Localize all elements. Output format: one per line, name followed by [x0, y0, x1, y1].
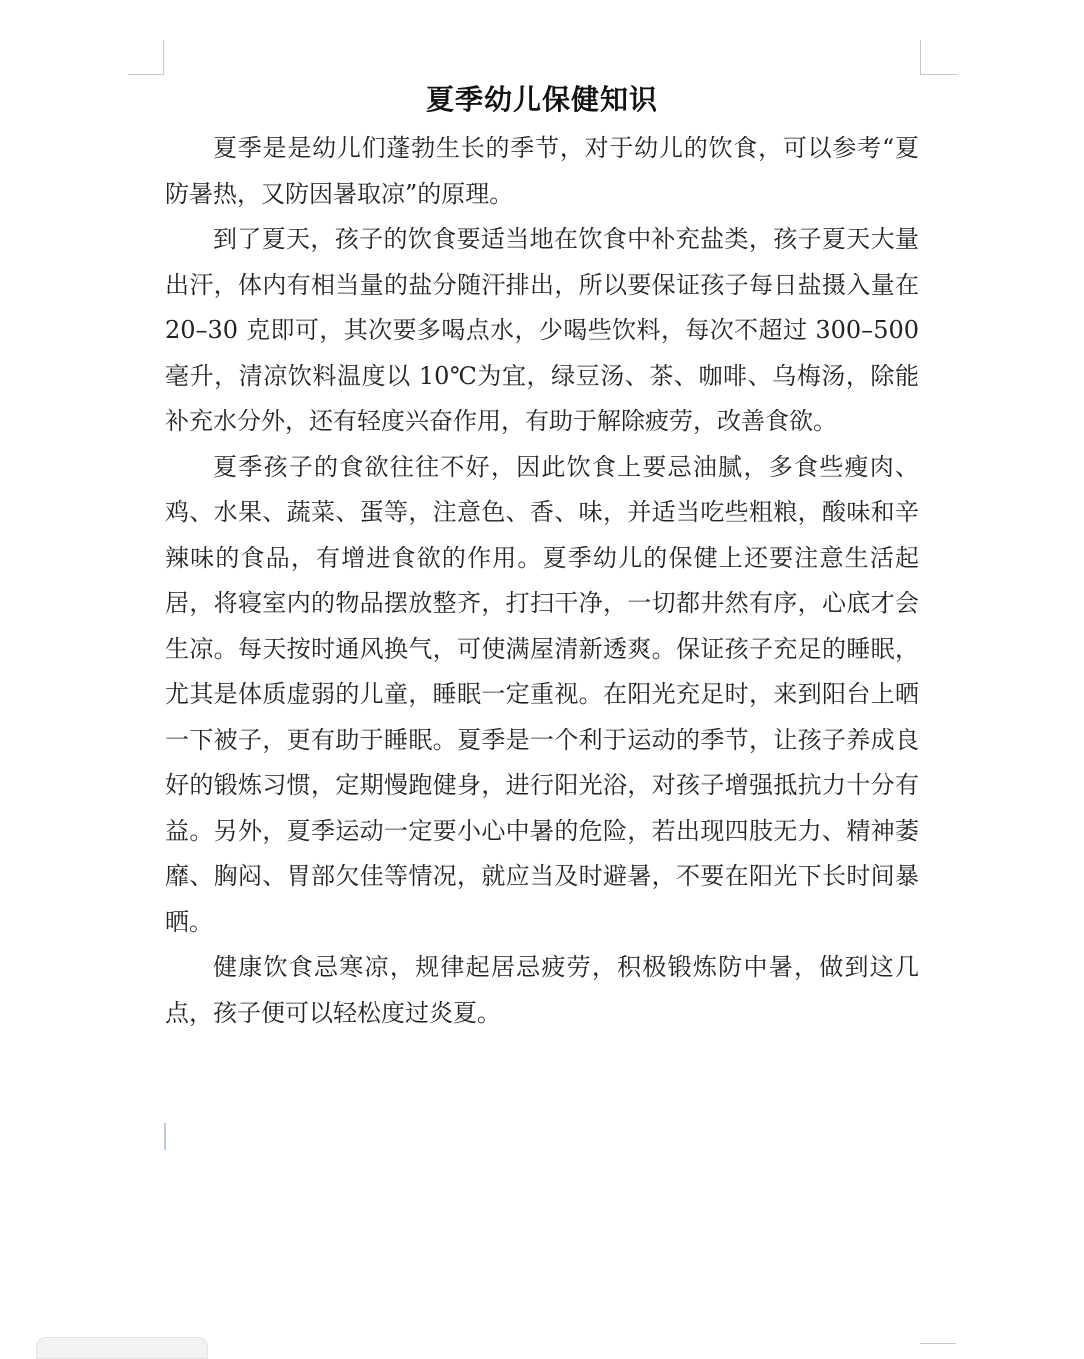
paragraph-1: 夏季是是幼儿们蓬勃生长的季节，对于幼儿的饮食，可以参考“夏防暑热，又防因暑取凉”的原理。 — [165, 134, 919, 208]
crop-mark-top-left — [128, 40, 164, 75]
text-cursor — [164, 1123, 166, 1150]
paragraph-4: 健康饮食忌寒凉，规律起居忌疲劳，积极锻炼防中暑，做到这几点，孩子便可以轻松度过炎夏。 — [165, 953, 919, 1027]
paragraph-2: 到了夏天，孩子的饮食要适当地在饮食中补充盐类，孩子夏天大量出汗，体内有相当量的盐分随汗排出，所以要保证孩子每日盐摄入量在 20–30 克即可，其次要多喝点水，少喝些饮料，每次不超过 300–500 毫升，清凉饮料温度以 10℃为宜，绿豆汤、茶、咖啡、乌梅汤，除能补充水分外，还有轻度兴奋作用，有助于解除疲劳，改善食欲。 — [165, 225, 919, 435]
bottom-toolbar-tab[interactable] — [36, 1337, 208, 1359]
document-body[interactable] — [165, 78, 919, 1036]
paragraph-3: 夏季孩子的食欲往往不好，因此饮食上要忌油腻，多食些瘦肉、鸡、水果、蔬菜、蛋等，注意色、香、味，并适当吃些粗粮，酸味和辛辣味的食品，有增进食欲的作用。夏季幼儿的保健上还要注意生活起居，将寝室内的物品摆放整齐，打扫干净，一切都井然有序，心底才会生凉。每天按时通风换气，可使满屋清新透爽。保证孩子充足的睡眠，尤其是体质虚弱的儿童，睡眠一定重视。在阳光充足时，来到阳台上晒一下被子，更有助于睡眠。夏季是一个利于运动的季节，让孩子养成良好的锻炼习惯，定期慢跑健身，进行阳光浴，对孩子增强抵抗力十分有益。另外，夏季运动一定要小心中暑的危险，若出现四肢无力、精神萎靡、胸闷、胃部欠佳等情况，就应当及时避暑，不要在阳光下长时间暴晒。 — [165, 452, 919, 936]
document-title: 夏季幼儿保健知识 — [425, 83, 658, 116]
crop-mark-bottom-right — [920, 1343, 956, 1347]
crop-mark-top-right — [920, 40, 957, 75]
